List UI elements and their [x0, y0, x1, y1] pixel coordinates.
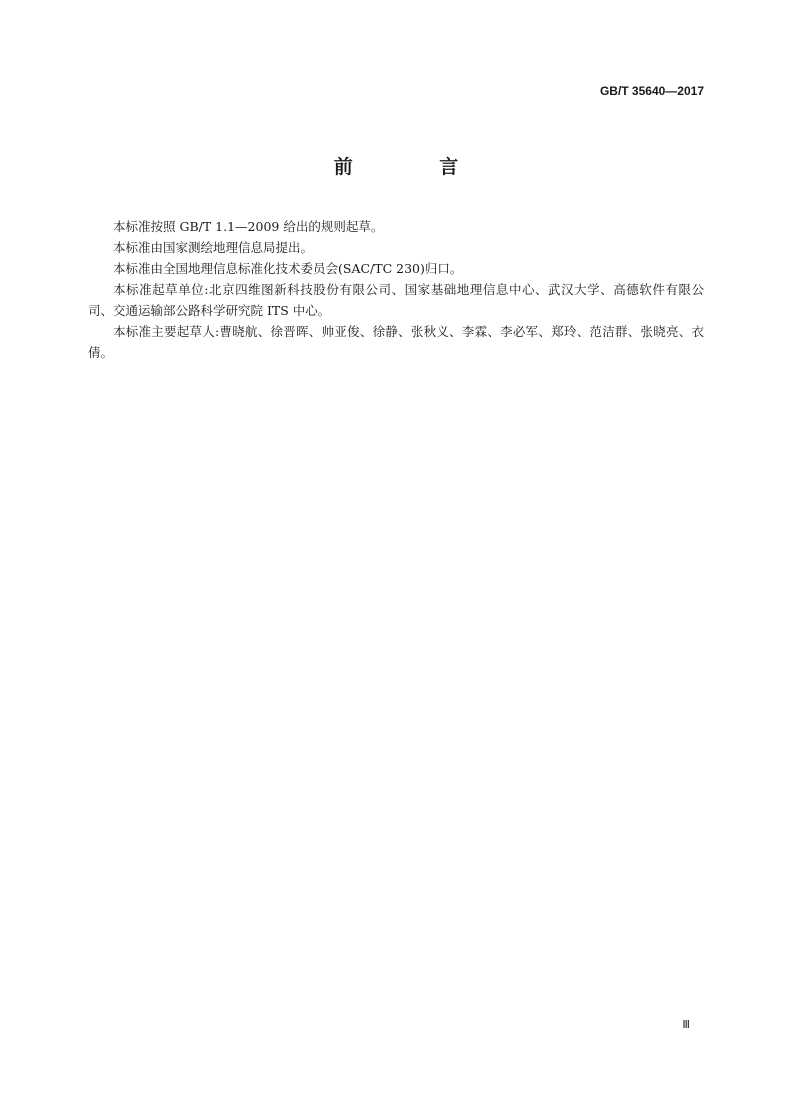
paragraph-drafters: 本标准主要起草人:曹晓航、徐晋晖、帅亚俊、徐静、张秋义、李霖、李必军、郑玲、范洁群、张晓亮、衣倩。 [88, 324, 704, 360]
paragraph-drafting-rules: 本标准按照 GB/T 1.1—2009 给出的规则起草。 [113, 219, 384, 234]
paragraph-drafting-units: 本标准起草单位:北京四维图新科技股份有限公司、国家基础地理信息中心、武汉大学、高德软件有限公司、交通运输部公路科学研究院 ITS 中心。 [88, 282, 704, 318]
page-title: 前 言 [333, 156, 499, 178]
paragraph-committee: 本标准由全国地理信息标准化技术委员会(SAC/TC 230)归口。 [113, 261, 463, 276]
foreword-body [88, 216, 704, 363]
paragraph-proposer: 本标准由国家测绘地理信息局提出。 [113, 240, 314, 255]
page-number: Ⅲ [682, 1018, 690, 1031]
standard-code: GB/T 35640—2017 [599, 84, 704, 98]
